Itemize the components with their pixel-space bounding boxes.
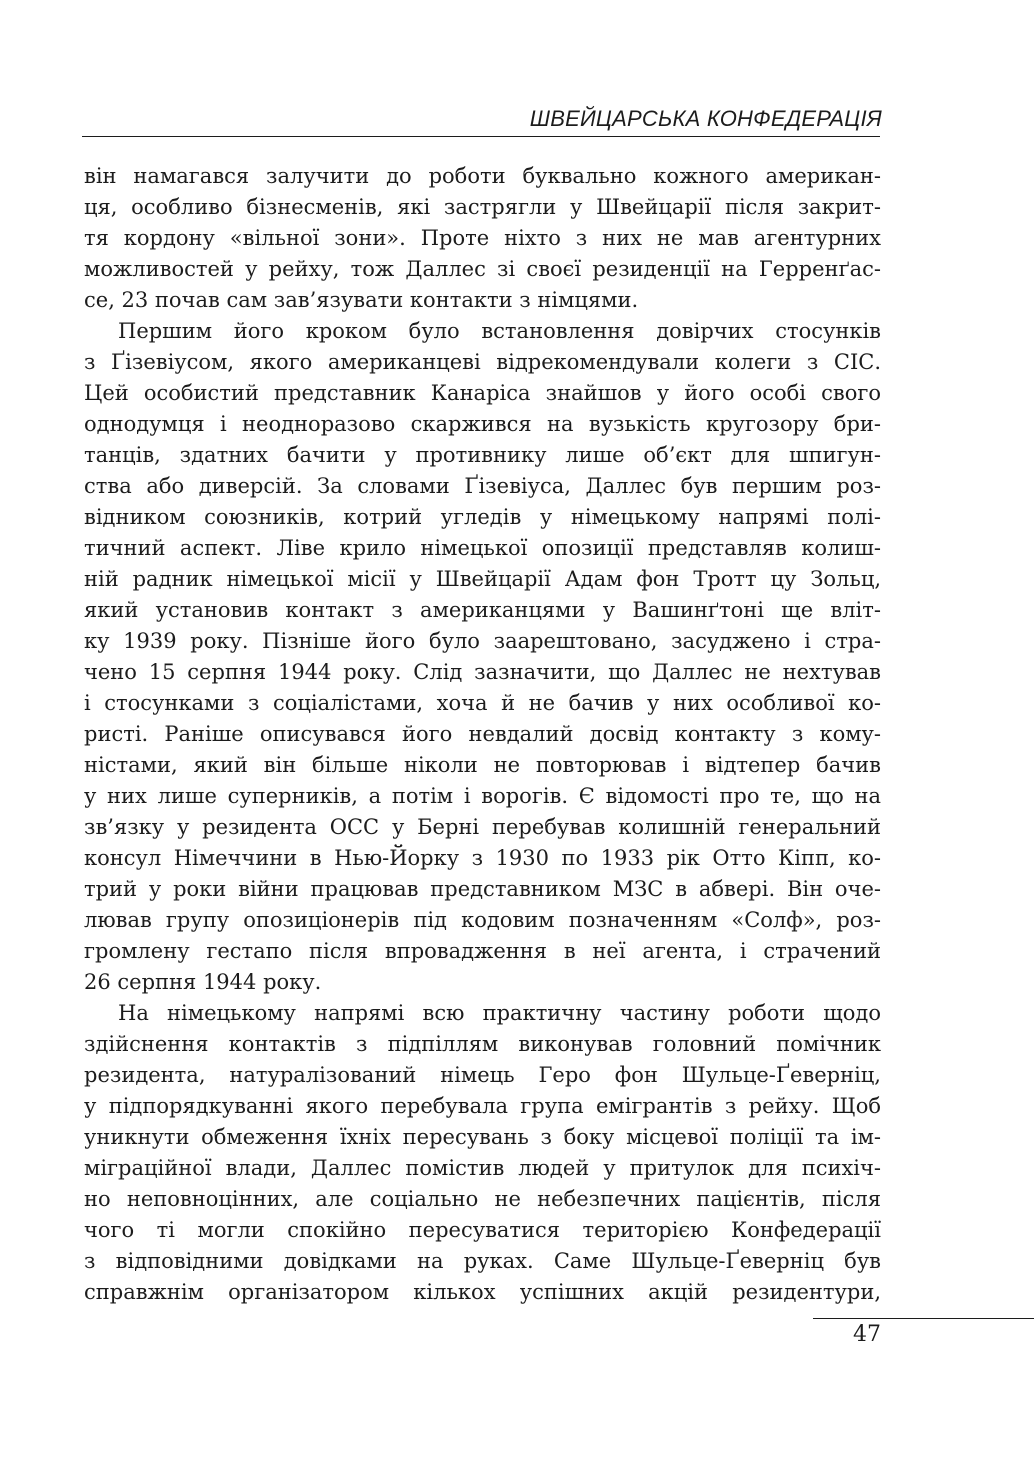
text-line: лював групу опозиціонерів під кодовим позначенням «Солф», роз- bbox=[84, 908, 881, 932]
text-line: ства або диверсій. За словами Ґізевіуса, Даллес був першим роз- bbox=[84, 474, 881, 498]
running-header: ШВЕЙЦАРСЬКА КОНФЕДЕРАЦІЯ bbox=[529, 106, 882, 131]
text-line: ній радник німецької місії у Швейцарії Адам фон Тротт цу Зольц, bbox=[84, 567, 881, 591]
text-line: танців, здатних бачити у противнику лише об’єкт для шпигун- bbox=[84, 443, 881, 467]
page-number: 47 bbox=[853, 1322, 881, 1347]
footer-rule bbox=[813, 1318, 1034, 1319]
text-line: консул Німеччини в Нью-Йорку з 1930 по 1933 рік Отто Кіпп, ко- bbox=[84, 846, 881, 870]
text-line: ністами, який він більше ніколи не повторював і відтепер бачив bbox=[84, 753, 881, 777]
paragraph-3 bbox=[84, 998, 881, 1308]
text-line: у них лише суперників, а потім і ворогів. Є відомості про те, що на bbox=[84, 784, 881, 808]
body-text bbox=[84, 161, 881, 1308]
paragraph-1 bbox=[84, 161, 881, 316]
text-line: зв’язку у резидента ОСС у Берні перебував колишній генеральний bbox=[84, 815, 881, 839]
text-line: можливостей у рейху, тож Даллес зі своєї резиденції на Герренґас- bbox=[84, 257, 881, 281]
text-line: відником союзників, котрий угледів у німецькому напрямі полі- bbox=[84, 505, 881, 529]
text-line: у підпорядкуванні якого перебувала група емігрантів з рейху. Щоб bbox=[84, 1094, 881, 1118]
text-line: трий у роки війни працював представником МЗС в абвері. Він оче- bbox=[84, 877, 881, 901]
text-line: уникнути обмеження їхніх пересувань з боку місцевої поліції та ім- bbox=[84, 1125, 881, 1149]
text-line: но неповноцінних, але соціально не небезпечних пацієнтів, після bbox=[84, 1187, 881, 1211]
text-line: Першим його кроком було встановлення довірчих стосунків bbox=[118, 319, 881, 343]
text-line: він намагався залучити до роботи буквально кожного американ- bbox=[84, 164, 881, 188]
text-line: здійснення контактів з підпіллям виконував головний помічник bbox=[84, 1032, 881, 1056]
text-line: тичний аспект. Ліве крило німецької опозиції представляв колиш- bbox=[84, 536, 881, 560]
text-line: ця, особливо бізнесменів, які застрягли у Швейцарії після закрит- bbox=[84, 195, 881, 219]
text-line: ку 1939 року. Пізніше його було заарештовано, засуджено і стра- bbox=[84, 629, 881, 653]
paragraph-2 bbox=[84, 316, 881, 998]
text-line: однодумця і неодноразово скаржився на вузькість кругозору бри- bbox=[84, 412, 881, 436]
text-line: чено 15 серпня 1944 року. Слід зазначити, що Даллес не нехтував bbox=[84, 660, 881, 684]
text-line: громлену гестапо після впровадження в неї агента, і страчений bbox=[84, 939, 881, 963]
text-line: чого ті могли спокійно пересуватися територією Конфедерації bbox=[84, 1218, 881, 1242]
text-line: 26 серпня 1944 року. bbox=[84, 970, 322, 994]
text-line: Цей особистий представник Канаріса знайшов у його особі свого bbox=[84, 381, 881, 405]
text-line: На німецькому напрямі всю практичну частину роботи щодо bbox=[118, 1001, 881, 1025]
text-line: і стосунками з соціалістами, хоча й не бачив у них особливої ко- bbox=[84, 691, 881, 715]
text-line: резидента, натуралізований німець Геро фон Шульце-Ґеверніц, bbox=[84, 1063, 881, 1087]
text-line: ристі. Раніше описувався його невдалий досвід контакту з кому- bbox=[84, 722, 881, 746]
text-line: міграційної влади, Даллес помістив людей у притулок для психіч- bbox=[84, 1156, 881, 1180]
text-line: се, 23 почав сам зав’язувати контакти з німцями. bbox=[84, 288, 639, 312]
text-line: з відповідними довідками на руках. Саме Шульце-Ґеверніц був bbox=[84, 1249, 881, 1273]
text-line: з Ґізевіусом, якого американцеві відрекомендували колеги з СІС. bbox=[84, 350, 881, 374]
text-line: який установив контакт з американцями у Вашинґтоні ще вліт- bbox=[84, 598, 881, 622]
text-line: тя кордону «вільної зони». Проте ніхто з них не мав агентурних bbox=[84, 226, 881, 250]
header-rule bbox=[82, 136, 880, 137]
text-line: справжнім організатором кількох успішних акцій резидентури, bbox=[84, 1280, 881, 1304]
